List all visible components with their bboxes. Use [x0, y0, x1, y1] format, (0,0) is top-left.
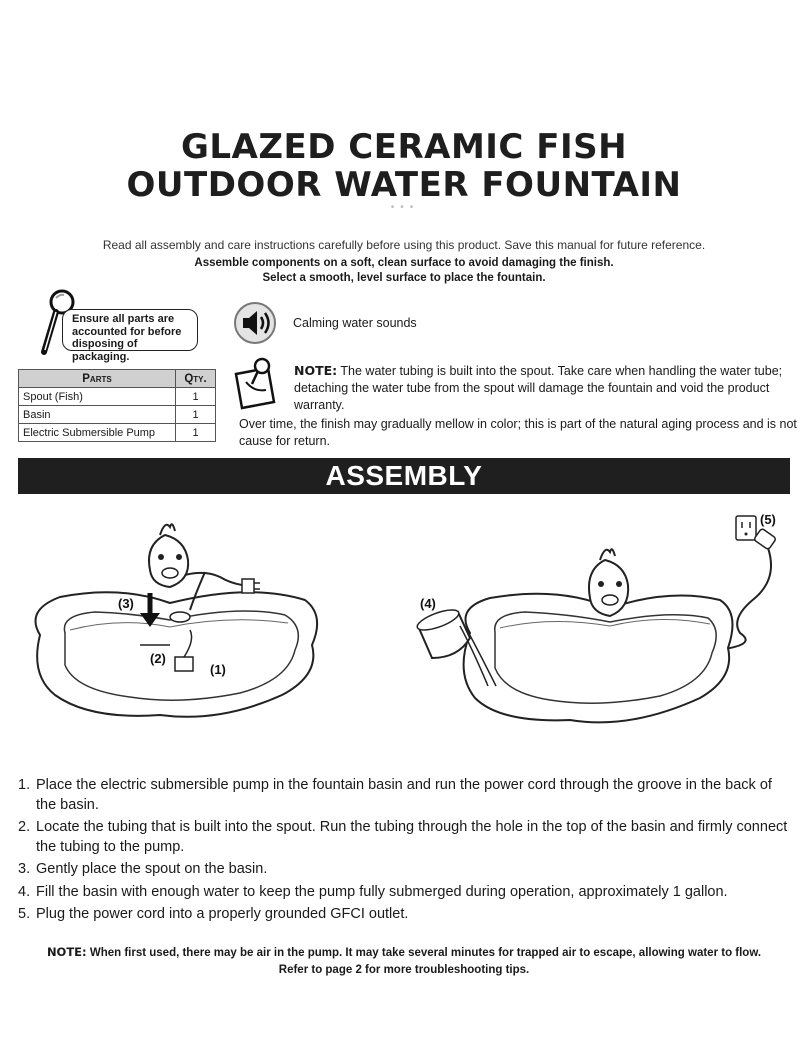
header-parts: Parts [19, 370, 176, 388]
intro-text: Read all assembly and care instructions carefully before using this product. Save this manual for future reference. [102, 238, 706, 252]
instruction-level: Select a smooth, level surface to place the fountain. [262, 272, 546, 284]
list-item: 5. Plug the power cord into a properly grounded GFCI outlet. [18, 906, 409, 922]
note-label: NOTE: [294, 363, 338, 378]
assembly-steps [18, 776, 794, 928]
part-qty: 1 [176, 424, 216, 442]
aging-note: Over time, the finish may gradually mellow in color; this is part of the natural aging process and is not cause for return. [239, 417, 797, 448]
title-divider: ••• [390, 202, 420, 213]
footnote-line-1: When first used, there may be air in the pump. It may take several minutes for trapped air to escape, allowing water to flow. [86, 947, 762, 959]
part-qty: 1 [176, 388, 216, 406]
part-name: Electric Submersible Pump [19, 424, 176, 442]
callout-line-2: accounted for before [72, 325, 182, 338]
list-item: 2. Locate the tubing that is built into the spout. Run the tubing through the hole in the top of the basin and firmly connect the tubing to the pump. [18, 819, 788, 855]
note-body: The water tubing is built into the spout. Take care when handling the water tube; detaching the water tube from the spout will damage the fountain and void the product warranty. [294, 364, 783, 412]
footnote [0, 944, 808, 979]
callout-line-1: Ensure all parts are [72, 313, 175, 325]
parts-callout [62, 309, 198, 363]
label-step-4: (4) [420, 596, 436, 611]
assembly-figure-fill [410, 508, 795, 748]
footnote-line-2: Refer to page 2 for more troubleshooting tips. [278, 964, 530, 976]
table-row [19, 406, 216, 424]
callout-line-3: disposing of packaging. [72, 338, 138, 363]
section-banner-assembly: ASSEMBLY [18, 458, 790, 494]
part-name: Basin [19, 406, 176, 424]
label-step-2: (2) [150, 651, 166, 666]
pushpin-note-icon [232, 354, 282, 410]
part-qty: 1 [176, 406, 216, 424]
tubing-note [294, 362, 792, 414]
table-row [19, 388, 216, 406]
list-item: 1. Place the electric submersible pump in the fountain basin and run the power cord through the groove in the back of the basin. [18, 777, 772, 813]
list-item: 3. Gently place the spout on the basin. [18, 861, 268, 877]
title-line-2: OUTDOOR WATER FOUNTAIN [126, 165, 682, 205]
table-row [19, 424, 216, 442]
assembly-figure-pump [20, 515, 330, 730]
header-qty: Qty. [176, 370, 216, 388]
table-header-row [19, 370, 216, 388]
instruction-surface: Assemble components on a soft, clean surface to avoid damaging the finish. [194, 257, 614, 269]
label-step-3: (3) [118, 596, 134, 611]
label-step-5: (5) [760, 512, 776, 527]
footnote-label: NOTE: [46, 945, 87, 959]
title-line-1: GLAZED CERAMIC FISH [180, 127, 628, 167]
label-step-1: (1) [210, 662, 226, 677]
part-name: Spout (Fish) [19, 388, 176, 406]
feature-sounds: Calming water sounds [293, 316, 417, 330]
speaker-icon [233, 301, 277, 345]
page-title [0, 128, 808, 204]
parts-table [18, 369, 216, 442]
list-item: 4. Fill the basin with enough water to keep the pump fully submerged during operation, approximately 1 gallon. [18, 883, 728, 900]
